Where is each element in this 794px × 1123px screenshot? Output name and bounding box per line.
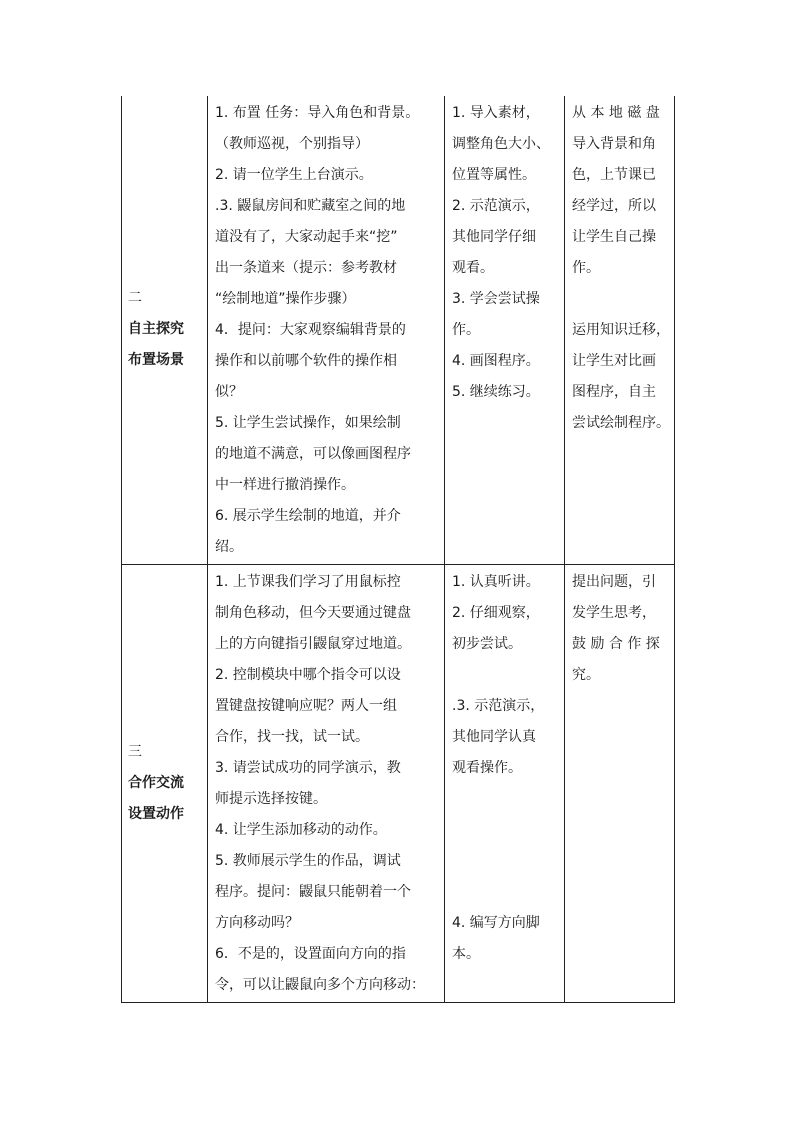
cell-text-line: 4. 画图程序。 bbox=[452, 353, 540, 369]
blank-line bbox=[572, 284, 670, 315]
cell-text-line: 从 本 地 磁 盘 bbox=[572, 105, 660, 121]
cell-text-line: 色，上节课已 bbox=[572, 167, 656, 183]
cell-text-line: 尝试绘制程序。 bbox=[572, 415, 670, 431]
stage-cell bbox=[122, 564, 208, 1002]
cell-text-line: 程序。提问：鼹鼠只能朝着一个 bbox=[215, 883, 411, 900]
cell-text-line: 的地道不满意，可以像画图程序 bbox=[215, 446, 411, 462]
cell-text-line: 观看。 bbox=[452, 260, 494, 276]
cell-text-line: 2. 控制模块中哪个指令可以设 bbox=[215, 666, 401, 683]
blank-line bbox=[452, 784, 560, 815]
cell-text-line: 导入背景和角 bbox=[572, 136, 656, 152]
cell-text-line: 5. 教师展示学生的作品，调试 bbox=[215, 852, 401, 869]
stage-title-line: 设置动作 bbox=[128, 805, 184, 822]
teacher-activity-list bbox=[208, 565, 444, 1001]
cell-text-line: 调整角色大小、 bbox=[452, 136, 550, 152]
cell-text-line: 出一条道来（提示：参考教材 bbox=[215, 260, 397, 276]
cell-text-line: 让学生自己操 bbox=[572, 229, 656, 245]
stage-title-line: 合作交流 bbox=[128, 774, 184, 791]
blank-line bbox=[452, 660, 560, 691]
student-activity-cell bbox=[445, 96, 565, 564]
cell-text-line: .3. 示范演示， bbox=[452, 697, 545, 714]
cell-text-line: 作。 bbox=[572, 260, 600, 276]
student-activity-cell bbox=[445, 564, 565, 1002]
cell-text-line: 初步尝试。 bbox=[452, 635, 522, 652]
cell-text-line: 上的方向键指引鼹鼠穿过地道。 bbox=[215, 635, 411, 652]
student-activity-list bbox=[445, 96, 564, 408]
cell-text-line: .3. 鼹鼠房间和贮藏室之间的地 bbox=[215, 198, 406, 214]
cell-text-line: 1. 上节课我们学习了用鼠标控 bbox=[215, 573, 401, 590]
cell-text-line: 运用知识迁移， bbox=[572, 322, 670, 338]
cell-text-line: “绘制地道”操作步骤） bbox=[215, 291, 356, 307]
teacher-activity-cell bbox=[208, 564, 445, 1002]
cell-text-line: 鼓 励 合 作 探 bbox=[572, 635, 660, 652]
cell-text-line: 作。 bbox=[452, 322, 480, 338]
stage-title-line: 布置场景 bbox=[128, 352, 184, 369]
stage-title-line: 自主探究 bbox=[128, 321, 184, 338]
cell-text-line: 方向移动吗？ bbox=[215, 914, 299, 931]
table-row bbox=[122, 564, 675, 1002]
lesson-plan-table bbox=[121, 96, 675, 1003]
cell-text-line: 置键盘按键响应呢？两人一组 bbox=[215, 697, 397, 714]
cell-text-line: 制角色移动，但今天要通过键盘 bbox=[215, 604, 411, 621]
cell-text-line: 令，可以让鼹鼠向多个方向移动： bbox=[215, 976, 425, 993]
design-intent-list bbox=[565, 96, 674, 439]
cell-text-line: （教师巡视，个别指导） bbox=[215, 136, 369, 152]
cell-text-line: 5. 继续练习。 bbox=[452, 384, 540, 400]
cell-text-line: 6. 展示学生绘制的地道，并介 bbox=[215, 508, 401, 524]
teacher-activity-cell bbox=[208, 96, 445, 564]
cell-text-line: 5. 让学生尝试操作，如果绘制 bbox=[215, 415, 401, 431]
blank-line bbox=[452, 846, 560, 877]
cell-text-line: 究。 bbox=[572, 666, 600, 683]
cell-text-line: 中一样进行撤消操作。 bbox=[215, 477, 355, 493]
cell-text-line: 似？ bbox=[215, 384, 243, 400]
student-activity-list bbox=[445, 565, 564, 970]
cell-text-line: 2. 仔细观察， bbox=[452, 604, 540, 621]
cell-text-line: 提出问题，引 bbox=[572, 573, 656, 590]
blank-line bbox=[452, 815, 560, 846]
cell-text-line: 观看操作。 bbox=[452, 759, 522, 776]
cell-text-line: 4. 编写方向脚 bbox=[452, 914, 540, 931]
cell-text-line: 师提示选择按键。 bbox=[215, 790, 327, 807]
cell-text-line: 3. 请尝试成功的同学演示，教 bbox=[215, 759, 401, 776]
cell-text-line: 2. 示范演示， bbox=[452, 198, 540, 214]
cell-text-line: 其他同学仔细 bbox=[452, 229, 536, 245]
stage-number: 二 bbox=[128, 290, 142, 307]
cell-text-line: 合作，找一找，试一试。 bbox=[215, 728, 369, 745]
cell-text-line: 本。 bbox=[452, 945, 480, 962]
cell-text-line: 3. 学会尝试操 bbox=[452, 291, 540, 307]
cell-text-line: 4. 让学生添加移动的动作。 bbox=[215, 821, 387, 838]
cell-text-line: 4．提问：大家观察编辑背景的 bbox=[215, 322, 406, 338]
stage-cell bbox=[122, 96, 208, 564]
design-intent-list bbox=[565, 565, 674, 691]
cell-text-line: 绍。 bbox=[215, 539, 243, 555]
table-row bbox=[122, 96, 675, 564]
cell-text-line: 让学生对比画 bbox=[572, 353, 656, 369]
design-intent-cell bbox=[565, 96, 675, 564]
blank-line bbox=[452, 877, 560, 908]
teacher-activity-list bbox=[208, 96, 444, 563]
cell-text-line: 发学生思考， bbox=[572, 604, 656, 621]
cell-text-line: 1. 导入素材， bbox=[452, 105, 540, 121]
cell-text-line: 图程序，自主 bbox=[572, 384, 656, 400]
cell-text-line: 1. 布置 任务：导入角色和背景。 bbox=[215, 105, 420, 121]
cell-text-line: 6．不是的，设置面向方向的指 bbox=[215, 945, 406, 962]
stage-number: 三 bbox=[128, 743, 142, 760]
cell-text-line: 经学过，所以 bbox=[572, 198, 656, 214]
cell-text-line: 2. 请一位学生上台演示。 bbox=[215, 167, 373, 183]
cell-text-line: 1. 认真听讲。 bbox=[452, 573, 540, 590]
cell-text-line: 位置等属性。 bbox=[452, 167, 536, 183]
cell-text-line: 操作和以前哪个软件的操作相 bbox=[215, 353, 397, 369]
cell-text-line: 道没有了，大家动起手来“挖” bbox=[215, 229, 398, 245]
cell-text-line: 其他同学认真 bbox=[452, 728, 536, 745]
design-intent-cell bbox=[565, 564, 675, 1002]
